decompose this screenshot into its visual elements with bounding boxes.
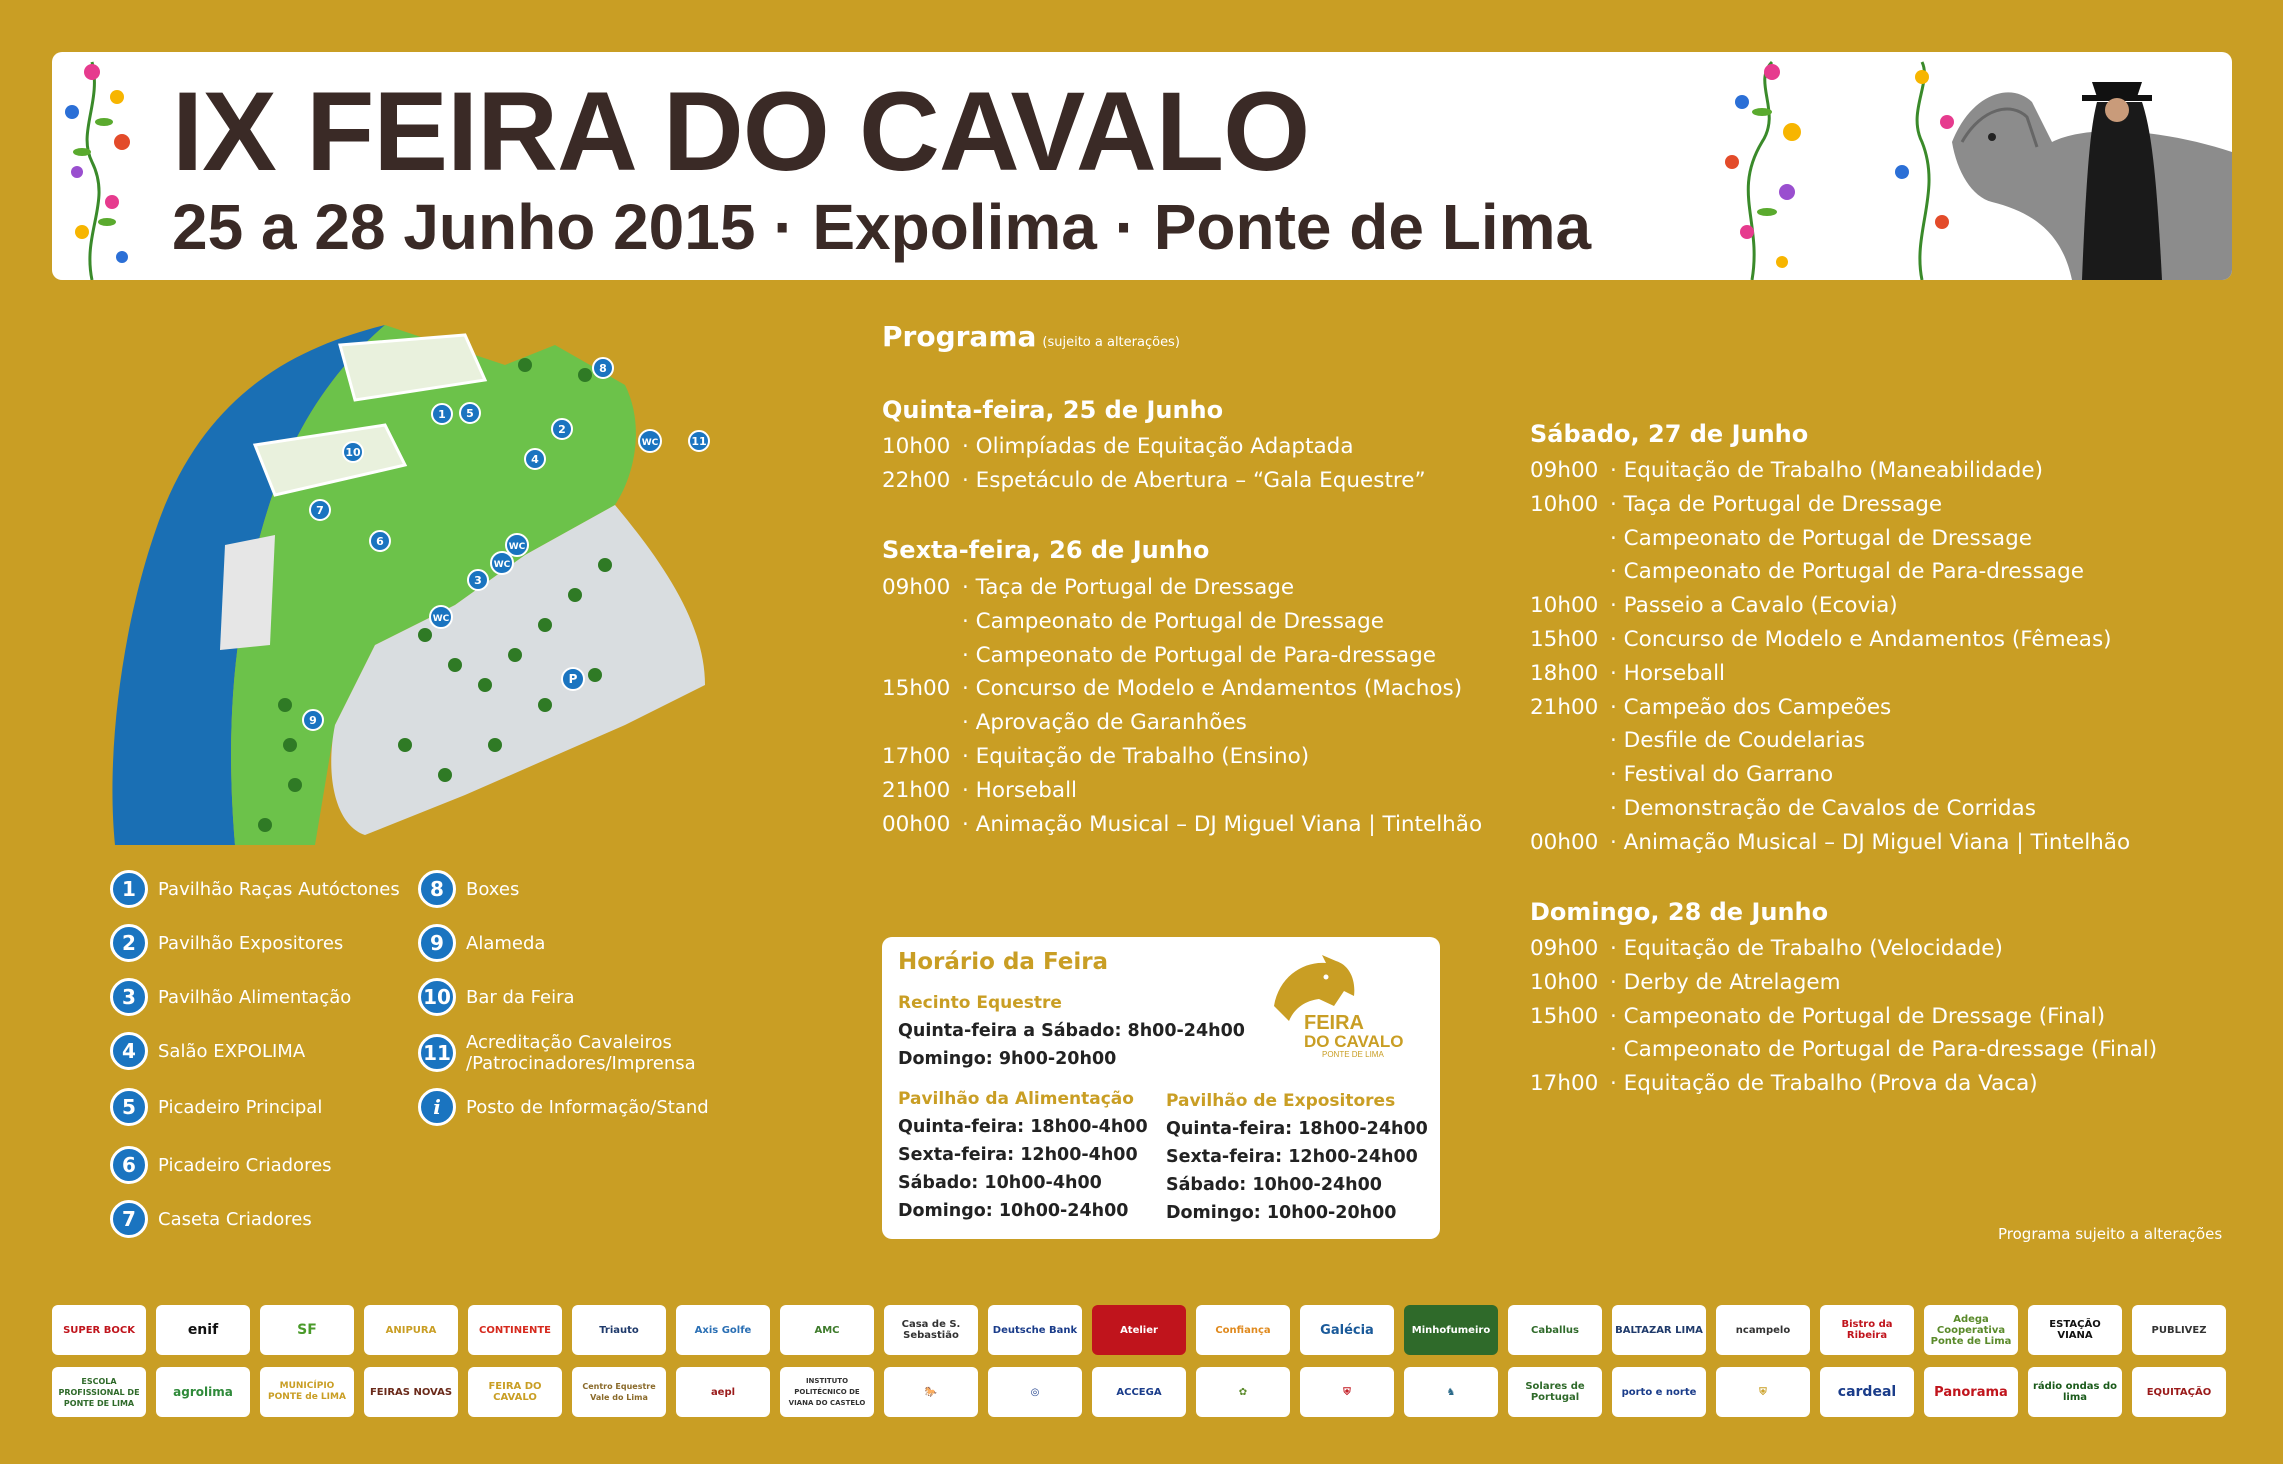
schedule-time: 15h00 (1530, 626, 1599, 652)
schedule-time: 09h00 (1530, 458, 1599, 483)
legend-number: 2 (110, 924, 148, 962)
schedule-time: 09h00 (1530, 936, 1599, 961)
legend-label: Picadeiro Criadores (158, 1154, 332, 1176)
sponsor-logo: ⛨ (1300, 1367, 1394, 1417)
sponsor-logo: Triauto (572, 1305, 666, 1355)
schedule-time: 17h00 (882, 743, 951, 769)
schedule-row (1530, 657, 2130, 691)
schedule-row (1530, 522, 2130, 556)
map-marker: WC (432, 614, 450, 624)
schedule-event: · Passeio a Cavalo (Ecovia) (1610, 593, 1898, 619)
sponsor-logo: Minhofumeiro (1404, 1305, 1498, 1355)
schedule-event: · Animação Musical – DJ Miguel Viana | Tintelhão (1610, 829, 2131, 855)
hours-section-title: Recinto Equestre (898, 993, 1062, 1013)
sponsor-row (52, 1367, 2226, 1417)
footnote: Programa sujeito a alterações (1998, 1225, 2223, 1243)
schedule-row (1530, 555, 2130, 589)
sponsor-logo: Panorama (1924, 1367, 2018, 1417)
schedule-event: · Campeonato de Portugal de Dressage (962, 608, 1384, 634)
day-heading: Sábado, 27 de Junho (1530, 420, 1809, 448)
schedule-time: 09h00 (882, 575, 951, 600)
schedule-event: · Horseball (1610, 660, 1726, 686)
sponsor-row (52, 1305, 2226, 1355)
legend-number: 6 (110, 1146, 148, 1184)
horse-rider-photo (1932, 62, 2232, 280)
programa-note: (sujeito a alterações) (1042, 335, 1180, 350)
sponsor-logo: ncampelo (1716, 1305, 1810, 1355)
schedule-event: · Animação Musical – DJ Miguel Viana | Tintelhão (962, 811, 1483, 837)
schedule-event: · Derby de Atrelagem (1610, 969, 1841, 995)
sponsor-logo: Bistro da Ribeira (1820, 1305, 1914, 1355)
schedule-event: · Concurso de Modelo e Andamentos (Machos) (962, 676, 1463, 702)
legend-number: 8 (418, 870, 456, 908)
legend-number: 9 (418, 924, 456, 962)
sponsor-logo: PUBLIVEZ (2132, 1305, 2226, 1355)
sponsor-logo: ◎ (988, 1367, 1082, 1417)
legend-label: Pavilhão Raças Autóctones (158, 878, 400, 900)
sponsor-logo: SF (260, 1305, 354, 1355)
sponsor-logo: porto e norte (1612, 1367, 1706, 1417)
legend-label: Salão EXPOLIMA (158, 1040, 306, 1062)
legend-label: Caseta Criadores (158, 1208, 312, 1230)
legend-item (418, 978, 575, 1016)
schedule-row (882, 706, 1482, 740)
legend-number: 4 (110, 1032, 148, 1070)
schedule-event: · Campeonato de Portugal de Para-dressage (962, 642, 1436, 668)
schedule-row (1530, 454, 2130, 488)
map-marker: 4 (531, 453, 539, 466)
schedule-time (1530, 522, 1610, 556)
logo-text-2: DO CAVALO (1304, 1032, 1404, 1051)
legend-item (418, 870, 519, 908)
logo-text-3: PONTE DE LIMA (1322, 1050, 1384, 1059)
hours-line: Sexta-feira: 12h00-24h00 (1166, 1147, 1418, 1167)
schedule-row (882, 464, 1426, 498)
sponsor-logo: ACCEGA (1092, 1367, 1186, 1417)
schedule-row (882, 740, 1482, 774)
legend-item (110, 1200, 312, 1238)
schedule-time: 17h00 (1530, 1071, 1599, 1097)
schedule-event: · Campeonato de Portugal de Dressage (Final) (1610, 1003, 2106, 1029)
schedule-row (1530, 826, 2130, 860)
hours-section-title: Pavilhão de Expositores (1166, 1091, 1396, 1111)
schedule-row (1530, 932, 2157, 966)
legend-number: 3 (110, 978, 148, 1016)
schedule-row (1530, 724, 2130, 758)
legend-item (110, 870, 400, 908)
map-marker: 2 (558, 423, 566, 436)
legend-item (418, 924, 545, 962)
sponsor-logo: cardeal (1820, 1367, 1914, 1417)
sponsor-logo: EQUITAÇÃO (2132, 1367, 2226, 1417)
schedule-row (1530, 758, 2130, 792)
opening-hours-box (882, 937, 1440, 1239)
schedule-row (1530, 1000, 2157, 1034)
schedule-time: 00h00 (882, 811, 951, 837)
day-schedule (1530, 932, 2157, 1101)
hours-line: Sábado: 10h00-24h00 (1166, 1175, 1382, 1195)
schedule-row (882, 430, 1426, 464)
schedule-event: · Campeão dos Campeões (1610, 694, 1892, 720)
programa-heading (882, 320, 1180, 353)
schedule-row (1530, 966, 2157, 1000)
legend-item (110, 1146, 332, 1184)
schedule-time (1530, 724, 1610, 758)
page-subtitle: 25 a 28 Junho 2015 · Expolima · Ponte de Lima (172, 191, 1592, 263)
schedule-event: · Festival do Garrano (1610, 762, 1834, 788)
page-title: IX FEIRA DO CAVALO (172, 69, 1310, 194)
hours-line: Sexta-feira: 12h00-4h00 (898, 1145, 1138, 1165)
info-icon: i (418, 1088, 456, 1126)
sponsor-logo: Axis Golfe (676, 1305, 770, 1355)
sponsor-logo: agrolima (156, 1367, 250, 1417)
schedule-row (882, 571, 1482, 605)
hours-line: Domingo: 10h00-20h00 (1166, 1203, 1397, 1223)
schedule-row (882, 774, 1482, 808)
sponsor-logo: rádio ondas do lima (2028, 1367, 2122, 1417)
sponsor-logo: Casa de S. Sebastião (884, 1305, 978, 1355)
map-marker: 6 (376, 535, 384, 548)
map-marker: 11 (691, 435, 707, 448)
sponsor-logo: Adega Cooperativa Ponte de Lima (1924, 1305, 2018, 1355)
day-schedule (882, 430, 1426, 498)
legend-item (110, 924, 343, 962)
schedule-row (882, 639, 1482, 673)
day-heading: Sexta-feira, 26 de Junho (882, 536, 1210, 564)
schedule-event: · Equitação de Trabalho (Ensino) (962, 743, 1310, 769)
map-marker: 10 (345, 446, 361, 459)
schedule-row (1530, 792, 2130, 826)
sponsor-logo: AMC (780, 1305, 874, 1355)
schedule-event: · Espetáculo de Abertura – “Gala Equestre” (962, 467, 1426, 493)
schedule-row (1530, 1067, 2157, 1101)
schedule-time: 15h00 (1530, 1003, 1599, 1029)
schedule-event: · Olimpíadas de Equitação Adaptada (962, 434, 1354, 459)
schedule-time (882, 639, 962, 673)
hours-section-title: Pavilhão da Alimentação (898, 1089, 1134, 1109)
legend-label: Pavilhão Expositores (158, 932, 344, 954)
legend-label: Picadeiro Principal (158, 1096, 323, 1118)
sponsor-logo: Atelier (1092, 1305, 1186, 1355)
sponsor-logo: Confiança (1196, 1305, 1290, 1355)
legend-number: 5 (110, 1088, 148, 1126)
schedule-time (1530, 758, 1610, 792)
map-marker: 7 (316, 504, 324, 517)
schedule-time: 18h00 (1530, 660, 1599, 686)
sponsor-logo: ♞ (1404, 1367, 1498, 1417)
schedule-time: 15h00 (882, 676, 951, 702)
hours-line: Quinta-feira: 18h00-24h00 (1166, 1119, 1428, 1139)
map-marker: WC (641, 438, 659, 448)
schedule-event: · Concurso de Modelo e Andamentos (Fêmeas) (1610, 626, 2112, 652)
programa-title: Programa (882, 320, 1037, 353)
sponsor-logo: BALTAZAR LIMA (1612, 1305, 1706, 1355)
schedule-time (1530, 555, 1610, 589)
hours-line: Domingo: 9h00-20h00 (898, 1049, 1117, 1069)
legend-item (110, 978, 351, 1016)
schedule-event: · Demonstração de Cavalos de Corridas (1610, 795, 2036, 821)
hours-line: Quinta-feira: 18h00-4h00 (898, 1117, 1148, 1137)
hours-title: Horário da Feira (898, 949, 1109, 975)
day-schedule (882, 571, 1482, 841)
legend-item (110, 1032, 305, 1070)
schedule-time (882, 605, 962, 639)
schedule-event: · Campeonato de Portugal de Dressage (1610, 525, 2032, 551)
schedule-row (1530, 589, 2130, 623)
sponsor-logo: aepl (676, 1367, 770, 1417)
day-heading: Quinta-feira, 25 de Junho (882, 396, 1224, 424)
legend-label: Pavilhão Alimentação (158, 986, 352, 1008)
map-marker: WC (493, 560, 511, 570)
schedule-time (1530, 1033, 1610, 1067)
sponsor-logo: Centro Equestre Vale do Lima (572, 1367, 666, 1417)
schedule-time (1530, 792, 1610, 826)
schedule-event: · Taça de Portugal de Dressage (1610, 491, 1943, 517)
header-banner (52, 52, 2232, 280)
schedule-time: 10h00 (1530, 593, 1599, 619)
day-schedule (1530, 454, 2130, 860)
schedule-row (1530, 1033, 2157, 1067)
sponsor-logo: ⛨ (1716, 1367, 1810, 1417)
schedule-time (882, 706, 962, 740)
hours-line: Sábado: 10h00-4h00 (898, 1173, 1102, 1193)
map-marker: 1 (438, 408, 446, 421)
floral-ornament-right (1692, 52, 1972, 280)
floral-ornament-left (52, 52, 162, 280)
map-legend (110, 870, 730, 1250)
schedule-event: · Equitação de Trabalho (Prova da Vaca) (1610, 1071, 2038, 1097)
sponsor-logo: 🐎 (884, 1367, 978, 1417)
schedule-time: 21h00 (1530, 694, 1599, 720)
schedule-event: · Horseball (962, 777, 1078, 803)
sponsor-logo: Deutsche Bank (988, 1305, 1082, 1355)
sponsor-logo: CONTINENTE (468, 1305, 562, 1355)
map-marker: 9 (309, 714, 317, 727)
schedule-row (882, 605, 1482, 639)
sponsor-logo: ANIPURA (364, 1305, 458, 1355)
schedule-row (1530, 691, 2130, 725)
schedule-time: 00h00 (1530, 829, 1599, 855)
map-marker: 5 (466, 407, 474, 420)
schedule-event: · Campeonato de Portugal de Para-dressage (Final) (1610, 1037, 2158, 1063)
schedule-event: · Taça de Portugal de Dressage (962, 575, 1295, 600)
legend-number: 10 (418, 978, 456, 1016)
map-marker: 3 (474, 574, 482, 587)
legend-label: Posto de Informação/Stand (466, 1096, 709, 1118)
hours-line: Quinta-feira a Sábado: 8h00-24h00 (898, 1021, 1245, 1041)
schedule-time: 22h00 (882, 467, 951, 493)
sponsor-logo: SUPER BOCK (52, 1305, 146, 1355)
schedule-time: 10h00 (1530, 491, 1599, 517)
schedule-event: · Campeonato de Portugal de Para-dressage (1610, 559, 2084, 585)
sponsor-logo: INSTITUTO POLITÉCNICO DE VIANA DO CASTELO (780, 1367, 874, 1417)
map-marker: 8 (599, 362, 607, 375)
legend-number: 11 (418, 1034, 456, 1072)
feira-do-cavalo-logo (1264, 951, 1414, 1061)
sponsor-logo: enif (156, 1305, 250, 1355)
schedule-event: · Equitação de Trabalho (Velocidade) (1610, 936, 2003, 961)
legend-item (418, 1088, 709, 1126)
legend-label: Acreditação Cavaleiros /Patrocinadores/Imprensa (466, 1032, 696, 1074)
map-marker: WC (508, 542, 526, 552)
schedule-time: 21h00 (882, 777, 951, 803)
legend-number: 1 (110, 870, 148, 908)
schedule-row (882, 808, 1482, 842)
map-marker: P (568, 672, 578, 686)
legend-label: Boxes (466, 878, 520, 900)
sponsor-logo: ESCOLA PROFISSIONAL DE PONTE DE LIMA (52, 1367, 146, 1417)
legend-label: Bar da Feira (466, 986, 575, 1008)
hours-line: Domingo: 10h00-24h00 (898, 1201, 1129, 1221)
schedule-event: · Desfile de Coudelarias (1610, 728, 1865, 754)
schedule-event: · Equitação de Trabalho (Maneabilidade) (1610, 458, 2043, 483)
sponsor-logo: Solares de Portugal (1508, 1367, 1602, 1417)
schedule-time: 10h00 (1530, 969, 1599, 995)
day-heading: Domingo, 28 de Junho (1530, 898, 1829, 926)
legend-number: 7 (110, 1200, 148, 1238)
sponsor-logo: Caballus (1508, 1305, 1602, 1355)
sponsor-logo: ✿ (1196, 1367, 1290, 1417)
schedule-row (1530, 623, 2130, 657)
schedule-time: 10h00 (882, 434, 951, 459)
legend-item (110, 1088, 322, 1126)
schedule-event: · Aprovação de Garanhões (962, 710, 1247, 736)
sponsor-logo: FEIRA DO CAVALO (468, 1367, 562, 1417)
schedule-row (882, 672, 1482, 706)
venue-map (105, 305, 785, 865)
sponsor-logo: MUNICÍPIO PONTE de LIMA (260, 1367, 354, 1417)
schedule-row (1530, 488, 2130, 522)
sponsor-logo: Galécia (1300, 1305, 1394, 1355)
legend-label: Alameda (466, 932, 546, 954)
legend-item (418, 1032, 718, 1074)
logo-text-1: FEIRA (1304, 1012, 1364, 1034)
sponsor-logo: FEIRAS NOVAS (364, 1367, 458, 1417)
sponsor-logo: ESTAÇÃO VIANA (2028, 1305, 2122, 1355)
